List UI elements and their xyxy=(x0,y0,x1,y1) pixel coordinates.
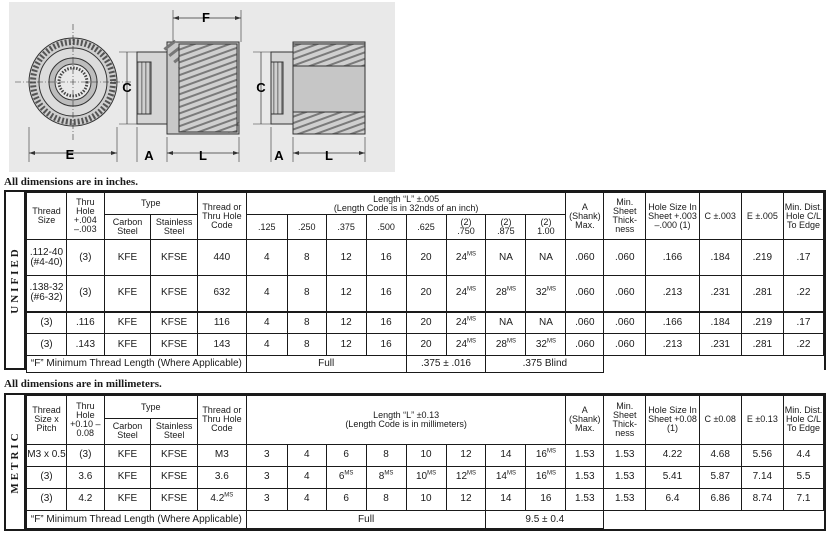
cell-length-3: 16 xyxy=(366,276,406,312)
unified-side-label: UNIFIED xyxy=(4,190,26,370)
cell-length-6: $28^{MS}$ xyxy=(486,334,526,356)
cell-size: (3) xyxy=(27,334,67,356)
cell-carbon: KFE xyxy=(104,240,151,276)
col-e: E ±.005 xyxy=(741,193,783,240)
col-min-sheet: Min. Sheet Thick- ness xyxy=(604,193,646,240)
dim-label-a-2: A xyxy=(274,148,284,163)
col-length-1: .250 xyxy=(287,215,326,240)
cell-length-3: 8 xyxy=(366,488,406,510)
cell-min-dist: 4.4 xyxy=(783,444,823,466)
cell-length-3: $8^{MS}$ xyxy=(366,466,406,488)
cell-stainless: KFSE xyxy=(151,276,198,312)
cell-min-sheet: .060 xyxy=(604,276,646,312)
dim-label-c: C xyxy=(122,80,132,95)
cell-e: .281 xyxy=(741,276,783,312)
col-stainless: Stainless Steel xyxy=(151,215,198,240)
cell-length-1: 8 xyxy=(287,334,326,356)
table-row xyxy=(27,444,824,466)
length-title: Length “L” ±.005 xyxy=(373,193,440,204)
unified-min-thread-row xyxy=(27,356,824,373)
cell-min-dist: .22 xyxy=(783,334,823,356)
cell-length-0: 3 xyxy=(246,444,287,466)
cell-hole-size: 4.22 xyxy=(646,444,699,466)
col-thread-code: Thread or Thru Hole Code xyxy=(197,396,246,445)
cell-thru-hole: (3) xyxy=(66,240,104,276)
ms-superscript: MS xyxy=(546,470,556,477)
cell-size: (3) xyxy=(27,466,67,488)
cell-length-1: 8 xyxy=(287,312,326,334)
ms-superscript: MS xyxy=(344,470,354,477)
col-length-0: .125 xyxy=(246,215,287,240)
dim-label-c-2: C xyxy=(256,80,266,95)
cell-c: 6.86 xyxy=(699,488,741,510)
cell-length-7: $32^{MS}$ xyxy=(526,276,566,312)
ms-superscript: MS xyxy=(224,493,234,500)
cell-length-1: 4 xyxy=(287,444,326,466)
table-row xyxy=(27,488,824,510)
cell-length-7: $16^{MS}$ xyxy=(526,466,566,488)
dim-label-l-2: L xyxy=(325,148,333,163)
min-thread-full: Full xyxy=(246,511,486,529)
col-type: Type xyxy=(104,396,197,419)
cell-carbon: KFE xyxy=(104,312,151,334)
cell-length-0: 4 xyxy=(246,334,287,356)
ms-superscript: MS xyxy=(467,338,477,345)
unified-note: All dimensions are in inches. xyxy=(4,176,138,188)
cell-min-sheet: 1.53 xyxy=(604,488,646,510)
cell-length-5: $24^{MS}$ xyxy=(446,276,486,312)
cell-length-0: 4 xyxy=(246,312,287,334)
ms-superscript: MS xyxy=(547,286,556,293)
col-length-3: .500 xyxy=(366,215,406,240)
cell-length-2: 12 xyxy=(326,276,366,312)
col-stainless: Stainless Steel xyxy=(151,419,198,444)
cell-e: .281 xyxy=(741,334,783,356)
cell-hole-size: .166 xyxy=(646,240,699,276)
cell-length-5: $24^{MS}$ xyxy=(446,312,486,334)
cell-length-4: 20 xyxy=(406,276,446,312)
col-thread-code: Thread or Thru Hole Code xyxy=(197,193,246,240)
cell-length-3: 16 xyxy=(366,334,406,356)
cell-length-6: $28^{MS}$ xyxy=(486,276,526,312)
min-thread-label: “F” Minimum Thread Length (Where Applicable) xyxy=(27,511,247,529)
ms-superscript: MS xyxy=(384,470,394,477)
cell-code: 3.6 xyxy=(197,466,246,488)
cell-min-dist: 7.1 xyxy=(783,488,823,510)
table-row xyxy=(27,334,824,356)
cell-hole-size: .213 xyxy=(646,334,699,356)
col-min-dist: Min. Dist. Hole C/L To Edge xyxy=(783,193,823,240)
ms-superscript: MS xyxy=(507,286,516,293)
cell-length-2: 6 xyxy=(326,444,366,466)
col-carbon: Carbon Steel xyxy=(104,215,151,240)
cell-hole-size: .166 xyxy=(646,312,699,334)
length-title: Length “L” ±0.13 xyxy=(373,409,440,420)
cell-min-sheet: .060 xyxy=(604,334,646,356)
cell-code: 143 xyxy=(197,334,246,356)
dim-label-l: L xyxy=(199,148,207,163)
cell-stainless: KFSE xyxy=(151,312,198,334)
cell-code: $4.2^{MS}$ xyxy=(197,488,246,510)
cell-hole-size: .213 xyxy=(646,276,699,312)
cell-stainless: KFSE xyxy=(151,240,198,276)
col-thru-hole: Thru Hole +0.10 –0.08 xyxy=(66,396,104,445)
table-row xyxy=(27,240,824,276)
cell-length-3: 8 xyxy=(366,444,406,466)
col-length-4: .625 xyxy=(406,215,446,240)
cell-a-shank: 1.53 xyxy=(566,488,604,510)
col-length-7: (2) 1.00 xyxy=(526,215,566,240)
cell-length-5: $12^{MS}$ xyxy=(446,466,486,488)
col-c: C ±0.08 xyxy=(699,396,741,445)
cell-length-6: NA xyxy=(486,240,526,276)
cell-a-shank: 1.53 xyxy=(566,466,604,488)
cell-thru-hole: .143 xyxy=(66,334,104,356)
metric-table xyxy=(26,395,824,529)
cell-length-7: NA xyxy=(526,312,566,334)
ms-superscript: MS xyxy=(467,316,477,323)
cell-stainless: KFSE xyxy=(151,466,198,488)
cell-e: 5.56 xyxy=(741,444,783,466)
cell-a-shank: .060 xyxy=(566,334,604,356)
min-thread-label: “F” Minimum Thread Length (Where Applicable) xyxy=(27,356,247,373)
cell-length-3: 16 xyxy=(366,240,406,276)
cell-e: .219 xyxy=(741,312,783,334)
cell-stainless: KFSE xyxy=(151,488,198,510)
cell-thru-hole: .116 xyxy=(66,312,104,334)
col-thru-hole: Thru Hole +.004 –.003 xyxy=(66,193,104,240)
col-a-shank: A (Shank) Max. xyxy=(566,396,604,445)
cell-length-5: 12 xyxy=(446,488,486,510)
col-length-2: .375 xyxy=(326,215,366,240)
cell-carbon: KFE xyxy=(104,466,151,488)
cell-length-2: 12 xyxy=(326,312,366,334)
cell-min-dist: .22 xyxy=(783,276,823,312)
min-thread-mid: .375 ± .016 xyxy=(406,356,486,373)
min-thread-empty xyxy=(604,511,824,529)
cell-c: .184 xyxy=(699,240,741,276)
metric-note: All dimensions are in millimeters. xyxy=(4,378,162,390)
length-subtitle: (Length Code is in 32nds of an inch) xyxy=(333,202,479,213)
col-length xyxy=(246,396,566,445)
cell-code: 440 xyxy=(197,240,246,276)
ms-superscript: MS xyxy=(546,448,556,455)
cell-a-shank: 1.53 xyxy=(566,444,604,466)
cell-size: .112-40 (#4-40) xyxy=(27,240,67,276)
cell-length-1: 4 xyxy=(287,466,326,488)
cell-length-6: $14^{MS}$ xyxy=(486,466,526,488)
cell-length-6: 14 xyxy=(486,488,526,510)
col-c: C ±.003 xyxy=(699,193,741,240)
cell-length-6: 14 xyxy=(486,444,526,466)
cell-length-2: $6^{MS}$ xyxy=(326,466,366,488)
cell-e: 8.74 xyxy=(741,488,783,510)
cell-length-2: 12 xyxy=(326,334,366,356)
min-thread-empty xyxy=(604,356,824,373)
cell-length-4: 10 xyxy=(406,444,446,466)
cell-min-sheet: 1.53 xyxy=(604,444,646,466)
cell-length-0: 3 xyxy=(246,488,287,510)
col-type: Type xyxy=(104,193,197,215)
cell-hole-size: 6.4 xyxy=(646,488,699,510)
cell-code: 116 xyxy=(197,312,246,334)
cell-length-1: 8 xyxy=(287,240,326,276)
cell-carbon: KFE xyxy=(104,276,151,312)
fastener-diagram xyxy=(9,2,395,172)
cell-stainless: KFSE xyxy=(151,444,198,466)
metric-min-thread-row xyxy=(27,511,824,529)
cell-code: 632 xyxy=(197,276,246,312)
cell-carbon: KFE xyxy=(104,488,151,510)
cell-length-7: 16 xyxy=(526,488,566,510)
cell-c: 4.68 xyxy=(699,444,741,466)
cell-c: .184 xyxy=(699,312,741,334)
cell-length-7: $32^{MS}$ xyxy=(526,334,566,356)
cell-length-4: $10^{MS}$ xyxy=(406,466,446,488)
col-min-sheet: Min. Sheet Thick- ness xyxy=(604,396,646,445)
col-a-shank: A (Shank) Max. xyxy=(566,193,604,240)
col-min-dist: Min. Dist. Hole C/L To Edge xyxy=(783,396,823,445)
table-row xyxy=(27,466,824,488)
cell-size: .138-32 (#6-32) xyxy=(27,276,67,312)
cell-a-shank: .060 xyxy=(566,240,604,276)
col-e: E ±0.13 xyxy=(741,396,783,445)
cell-size: (3) xyxy=(27,312,67,334)
cell-length-4: 20 xyxy=(406,334,446,356)
cell-length-0: 3 xyxy=(246,466,287,488)
dim-label-a: A xyxy=(144,148,154,163)
cell-stainless: KFSE xyxy=(151,334,198,356)
col-carbon: Carbon Steel xyxy=(104,419,151,444)
cell-length-5: $24^{MS}$ xyxy=(446,240,486,276)
unified-table xyxy=(26,192,824,373)
cell-min-sheet: .060 xyxy=(604,312,646,334)
cell-hole-size: 5.41 xyxy=(646,466,699,488)
metric-side-label: METRIC xyxy=(4,393,26,531)
cell-carbon: KFE xyxy=(104,334,151,356)
cell-code: M3 xyxy=(197,444,246,466)
cell-c: .231 xyxy=(699,276,741,312)
metric-table-block xyxy=(4,393,826,531)
cell-thru-hole: 3.6 xyxy=(66,466,104,488)
min-thread-mid: 9.5 ± 0.4 xyxy=(486,511,604,529)
min-thread-full: Full xyxy=(246,356,406,373)
cell-length-5: 12 xyxy=(446,444,486,466)
cell-e: .219 xyxy=(741,240,783,276)
cell-thru-hole: (3) xyxy=(66,444,104,466)
cell-c: 5.87 xyxy=(699,466,741,488)
col-length-5: (2) .750 xyxy=(446,215,486,240)
cell-thru-hole: 4.2 xyxy=(66,488,104,510)
cell-length-4: 20 xyxy=(406,240,446,276)
cell-length-2: 6 xyxy=(326,488,366,510)
unified-table-block xyxy=(4,190,826,370)
ms-superscript: MS xyxy=(427,470,437,477)
dim-label-f: F xyxy=(202,10,210,25)
cell-length-7: $16^{MS}$ xyxy=(526,444,566,466)
cell-length-4: 10 xyxy=(406,488,446,510)
cell-length-4: 20 xyxy=(406,312,446,334)
ms-superscript: MS xyxy=(507,470,516,477)
cell-length-0: 4 xyxy=(246,276,287,312)
col-thread-size: Thread Size x Pitch xyxy=(27,396,67,445)
length-subtitle: (Length Code is in millimeters) xyxy=(345,418,467,429)
cell-min-sheet: 1.53 xyxy=(604,466,646,488)
col-length xyxy=(246,193,566,215)
ms-superscript: MS xyxy=(467,286,477,293)
cell-length-1: 4 xyxy=(287,488,326,510)
ms-superscript: MS xyxy=(507,338,516,345)
cell-length-3: 16 xyxy=(366,312,406,334)
col-thread-size: Thread Size xyxy=(27,193,67,240)
cell-length-2: 12 xyxy=(326,240,366,276)
col-length-6: (2) .875 xyxy=(486,215,526,240)
cell-a-shank: .060 xyxy=(566,276,604,312)
cell-size: (3) xyxy=(27,488,67,510)
min-thread-blind: .375 Blind xyxy=(486,356,604,373)
side-view-thru xyxy=(253,42,365,162)
end-view xyxy=(15,24,131,162)
cell-length-1: 8 xyxy=(287,276,326,312)
fastener-drawing xyxy=(9,2,395,172)
cell-min-sheet: .060 xyxy=(604,240,646,276)
cell-e: 7.14 xyxy=(741,466,783,488)
cell-min-dist: .17 xyxy=(783,240,823,276)
col-hole-size: Hole Size In Sheet +0.08 (1) xyxy=(646,396,699,445)
dim-label-e: E xyxy=(65,147,75,162)
cell-c: .231 xyxy=(699,334,741,356)
ms-superscript: MS xyxy=(467,251,477,258)
cell-length-0: 4 xyxy=(246,240,287,276)
cell-size: M3 x 0.5 xyxy=(27,444,67,466)
side-view-threaded xyxy=(119,10,241,162)
cell-length-5: $24^{MS}$ xyxy=(446,334,486,356)
cell-min-dist: .17 xyxy=(783,312,823,334)
cell-carbon: KFE xyxy=(104,444,151,466)
table-row xyxy=(27,312,824,334)
ms-superscript: MS xyxy=(547,338,556,345)
col-hole-size: Hole Size In Sheet +.003 –.000 (1) xyxy=(646,193,699,240)
cell-thru-hole: (3) xyxy=(66,276,104,312)
cell-length-6: NA xyxy=(486,312,526,334)
table-row xyxy=(27,276,824,312)
cell-a-shank: .060 xyxy=(566,312,604,334)
cell-length-7: NA xyxy=(526,240,566,276)
cell-min-dist: 5.5 xyxy=(783,466,823,488)
ms-superscript: MS xyxy=(467,470,477,477)
